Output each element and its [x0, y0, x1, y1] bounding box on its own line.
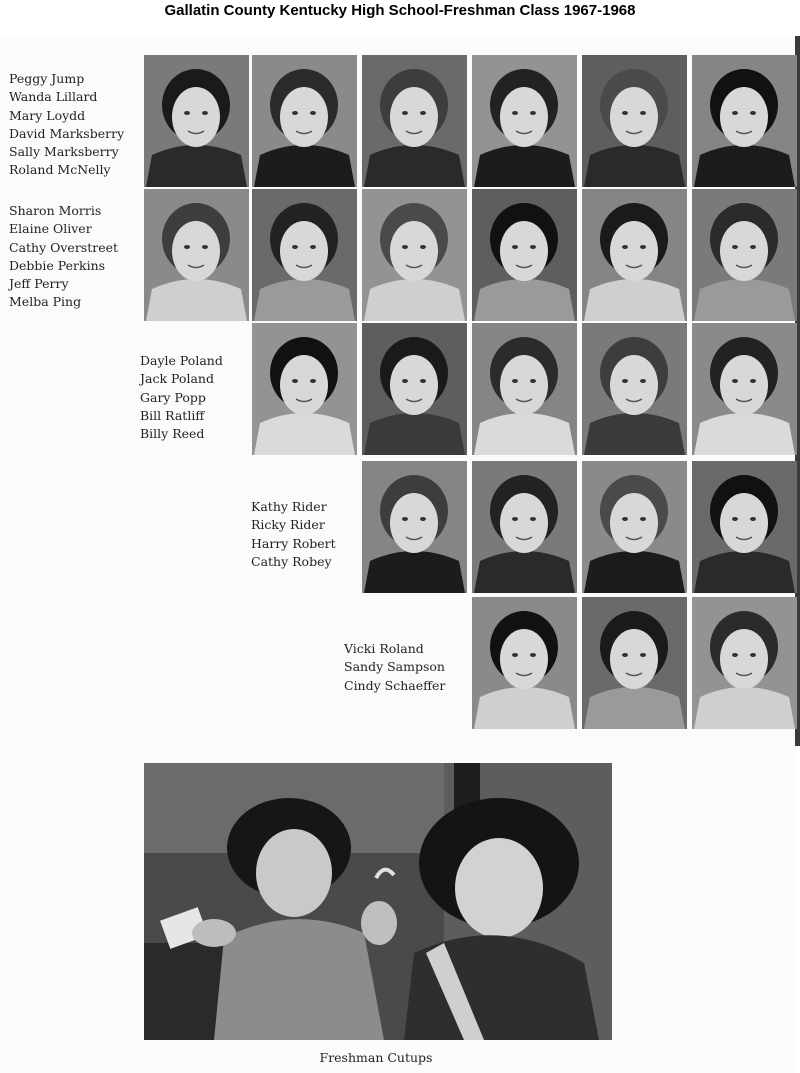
- names-group-4: [251, 498, 336, 571]
- student-name: Wanda Lillard: [9, 89, 98, 105]
- group-photo: [144, 763, 612, 1040]
- student-name: Billy Reed: [140, 426, 205, 442]
- names-group-1: [9, 70, 124, 180]
- names-group-3: [140, 352, 223, 443]
- photo-caption: Freshman Cutups: [319, 1050, 433, 1065]
- student-name: Roland McNelly: [9, 162, 111, 178]
- student-portrait: [252, 189, 357, 321]
- student-portrait: [252, 323, 357, 455]
- student-name: Sharon Morris: [9, 203, 102, 218]
- student-name: Sally Marksberry: [9, 144, 119, 160]
- student-portrait: [692, 597, 797, 729]
- student-portrait: [582, 55, 687, 187]
- student-portrait: [692, 323, 797, 455]
- student-name: Jeff Perry: [9, 276, 69, 292]
- student-portrait: [472, 55, 577, 187]
- names-group-5: [344, 640, 445, 695]
- student-name: Cathy Robey: [251, 553, 332, 569]
- student-portrait: [582, 323, 687, 455]
- student-name: David Marksberry: [9, 125, 125, 141]
- student-name: Cindy Schaeffer: [344, 677, 446, 693]
- student-name: Vicki Roland: [344, 641, 424, 656]
- student-name: Jack Poland: [140, 371, 214, 387]
- student-portrait: [582, 461, 687, 593]
- student-name: Gary Popp: [140, 389, 206, 405]
- student-name: Melba Ping: [9, 294, 82, 310]
- student-portrait: [692, 55, 797, 187]
- student-name: Dayle Poland: [140, 353, 223, 368]
- student-portrait: [472, 461, 577, 593]
- student-portrait: [582, 189, 687, 321]
- names-group-2: [9, 202, 118, 312]
- student-name: Cathy Overstreet: [9, 239, 119, 255]
- student-portrait: [362, 55, 467, 187]
- student-portrait: [692, 461, 797, 593]
- student-portrait: [362, 189, 467, 321]
- student-name: Harry Robert: [251, 535, 336, 551]
- student-portrait: [472, 189, 577, 321]
- student-name: Peggy Jump: [9, 71, 85, 86]
- student-name: Ricky Rider: [251, 517, 325, 533]
- student-name: Sandy Sampson: [344, 659, 445, 675]
- student-name: Mary Loydd: [9, 107, 86, 123]
- student-portrait: [582, 597, 687, 729]
- student-portrait: [692, 189, 797, 321]
- student-portrait: [252, 55, 357, 187]
- student-portrait: [472, 597, 577, 729]
- student-portrait: [472, 323, 577, 455]
- student-portrait: [362, 323, 467, 455]
- page-title: Gallatin County Kentucky High School-Freshman Class 1967-1968: [164, 2, 636, 19]
- student-name: Kathy Rider: [251, 499, 327, 514]
- student-name: Bill Ratliff: [140, 407, 205, 423]
- student-portrait: [144, 189, 249, 321]
- student-name: Elaine Oliver: [9, 221, 92, 237]
- student-name: Debbie Perkins: [9, 257, 106, 273]
- student-portrait: [144, 55, 249, 187]
- student-portrait: [362, 461, 467, 593]
